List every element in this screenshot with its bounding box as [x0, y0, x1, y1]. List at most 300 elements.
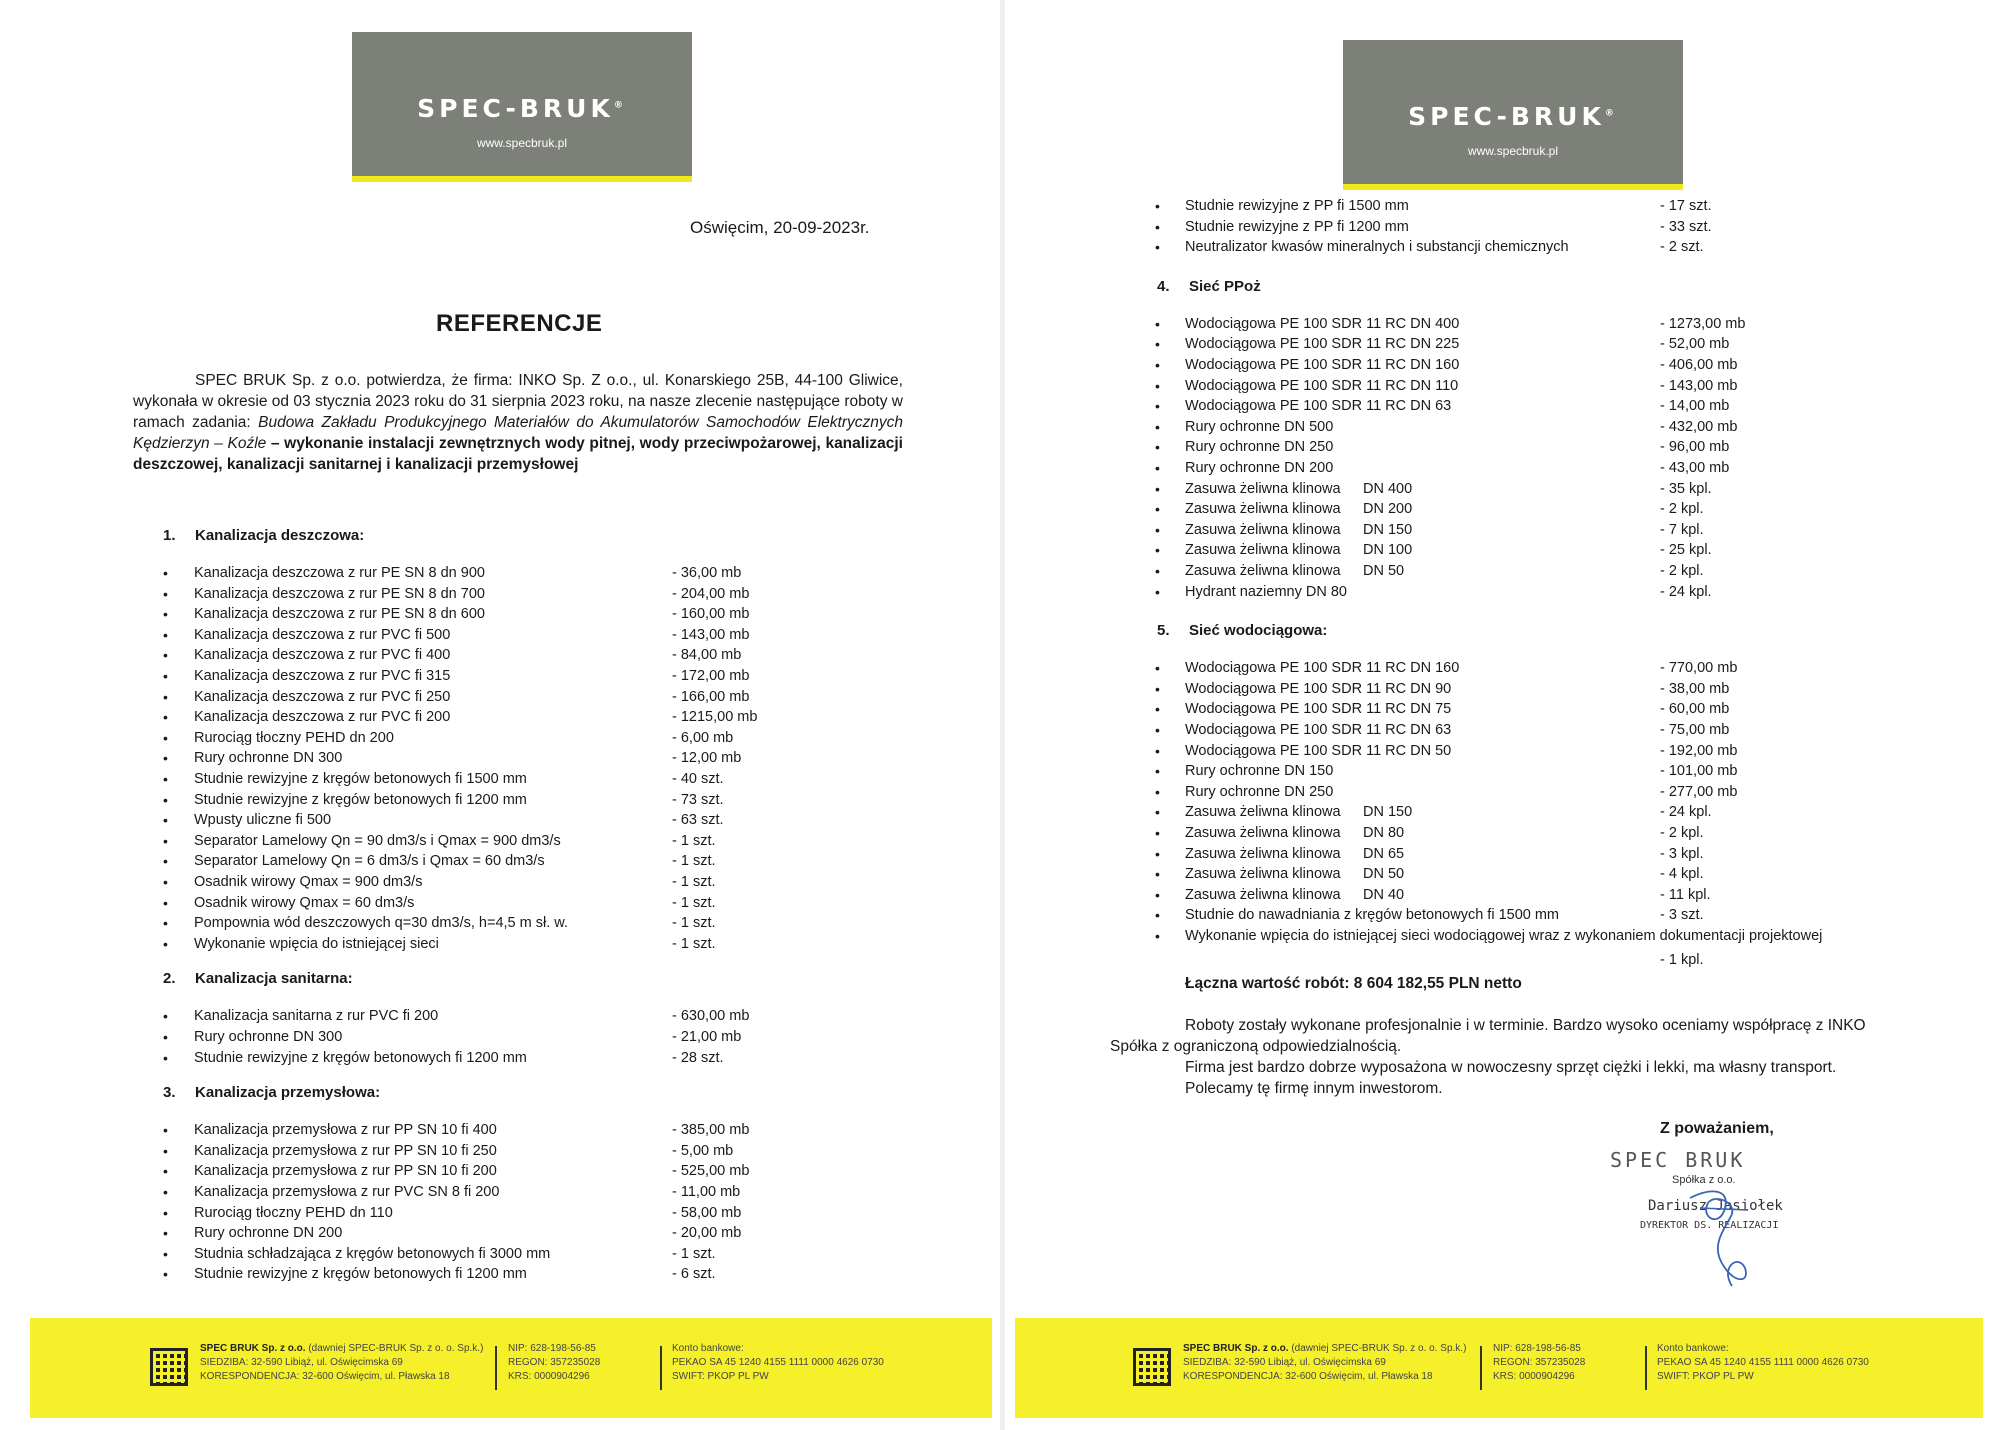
item-label: Wodociągowa PE 100 SDR 11 RC DN 63 — [1185, 398, 1452, 415]
item-diameter: DN 65 — [1363, 845, 1405, 862]
item-quantity: - 166,00 mb — [672, 688, 750, 705]
item-quantity: - 1 szt. — [672, 874, 716, 890]
item-quantity: - 35 kpl. — [1660, 480, 1712, 497]
list-item — [163, 915, 963, 935]
bullet-icon: • — [163, 709, 168, 726]
item-label: Zasuwa żeliwna klinowa — [1185, 886, 1341, 903]
list-item — [163, 606, 963, 626]
item-label: Kanalizacja deszczowa z rur PVC fi 200 — [194, 709, 451, 726]
item-quantity: - 38,00 mb — [1660, 680, 1730, 697]
item-label: Kanalizacja przemysłowa z rur PP SN 10 fi 250 — [194, 1142, 497, 1159]
closing-line-3: Firma jest bardzo dobrze wyposażona w nowoczesny sprzęt ciężki i lekki, ma własny transport. — [1185, 1059, 1837, 1076]
item-label: Rurociąg tłoczny PEHD dn 110 — [194, 1204, 393, 1221]
footer-separator — [495, 1346, 497, 1390]
bullet-icon: • — [163, 606, 168, 623]
item-quantity: - 25 kpl. — [1660, 542, 1712, 559]
section-heading — [163, 970, 353, 987]
list-item — [163, 833, 963, 853]
item-label: Separator Lamelowy Qn = 90 dm3/s i Qmax = 900 dm3/s — [194, 832, 561, 849]
bullet-icon: • — [163, 1142, 168, 1159]
list-item — [1155, 419, 1975, 439]
logo-url: www.specbruk.pl — [476, 136, 568, 150]
item-quantity: - 525,00 mb — [672, 1163, 750, 1180]
item-label: Zasuwa żeliwna klinowa — [1185, 563, 1341, 579]
list-item — [1155, 357, 1975, 377]
company-stamp — [1610, 1148, 1870, 1258]
list-item — [163, 689, 963, 709]
item-quantity: - 60,00 mb — [1660, 701, 1730, 718]
bullet-icon: • — [1155, 377, 1160, 394]
item-quantity: - 20,00 mb — [672, 1225, 742, 1242]
qr-code-icon — [150, 1348, 188, 1386]
list-item — [163, 1029, 963, 1049]
item-quantity: - 7 kpl. — [1660, 521, 1704, 538]
item-label: Wodociągowa PE 100 SDR 11 RC DN 63 — [1185, 722, 1452, 738]
footer-registry: NIP: 628-198-56-85 REGON: 357235028 KRS: 0000904296 — [508, 1343, 601, 1382]
section-number: 1. — [163, 527, 176, 544]
footer-registry: NIP: 628-198-56-85 REGON: 357235028 KRS: 0000904296 — [1493, 1343, 1586, 1382]
item-label: Wykonanie wpięcia do istniejącej sieci — [194, 935, 439, 952]
item-label: Zasuwa żeliwna klinowa — [1185, 804, 1341, 821]
item-quantity: - 385,00 mb — [672, 1122, 750, 1139]
bullet-icon: • — [1155, 701, 1160, 718]
list-item — [1155, 866, 1975, 886]
signature-icon — [1630, 1158, 1790, 1298]
bullet-icon: • — [163, 935, 168, 952]
item-diameter: DN 100 — [1363, 542, 1413, 559]
section-heading — [1157, 278, 1261, 295]
list-item — [1155, 681, 1975, 701]
list-item — [163, 730, 963, 750]
bullet-icon: • — [1155, 480, 1160, 497]
bullet-icon: • — [1155, 583, 1160, 600]
item-quantity: - 2 kpl. — [1660, 825, 1704, 841]
list-item — [1155, 563, 1975, 583]
item-quantity: - 2 kpl. — [1660, 563, 1704, 579]
bullet-icon: • — [1155, 928, 1160, 944]
bullet-icon: • — [1155, 866, 1160, 883]
list-item — [163, 1163, 963, 1183]
item-quantity: - 432,00 mb — [1660, 418, 1738, 435]
logo-name: SPEC-BRUK® — [417, 94, 627, 123]
item-label: Wodociągowa PE 100 SDR 11 RC DN 110 — [1185, 377, 1459, 394]
section-number: 5. — [1157, 622, 1170, 640]
bullet-icon: • — [1155, 722, 1160, 738]
logo-stripe — [1343, 184, 1683, 190]
footer-bar — [30, 1318, 992, 1418]
item-quantity: - 2 szt. — [1660, 239, 1704, 256]
section-number: 2. — [163, 970, 176, 988]
list-item — [163, 1266, 963, 1286]
bullet-icon: • — [1155, 198, 1160, 214]
bullet-icon: • — [163, 1163, 168, 1180]
page-2 — [1005, 0, 2000, 1430]
item-diameter: DN 40 — [1363, 886, 1405, 903]
item-quantity: - 28 szt. — [672, 1049, 724, 1066]
bullet-icon: • — [163, 1122, 168, 1139]
item-quantity: - 1273,00 mb — [1660, 315, 1746, 332]
bullet-icon: • — [1155, 521, 1160, 538]
bullet-icon: • — [163, 1204, 168, 1221]
item-quantity: - 1215,00 mb — [672, 709, 758, 726]
list-item — [1155, 928, 1975, 948]
item-quantity: - 75,00 mb — [1660, 722, 1730, 738]
list-item — [1155, 439, 1975, 459]
bullet-icon: • — [163, 853, 168, 870]
spec-bruk-logo — [1343, 40, 1683, 190]
stamp-company-name: SPEC BRUK — [1610, 1148, 1746, 1172]
list-item — [1155, 846, 1975, 866]
item-label: Studnie rewizyjne z PP fi 1500 mm — [1185, 198, 1409, 214]
item-label: Rury ochronne DN 500 — [1185, 418, 1334, 435]
item-quantity: - 1 szt. — [672, 894, 716, 911]
section-number: 4. — [1157, 277, 1170, 295]
total-value: Łączna wartość robót: 8 604 182,55 PLN netto — [1185, 975, 1522, 992]
footer-separator — [1480, 1346, 1482, 1390]
item-quantity: - 770,00 mb — [1660, 660, 1738, 677]
bullet-icon: • — [163, 915, 168, 932]
bullet-icon: • — [1155, 501, 1160, 518]
item-label: Rury ochronne DN 250 — [1185, 783, 1334, 800]
item-label: Kanalizacja sanitarna z rur PVC fi 200 — [194, 1008, 439, 1025]
list-item — [1155, 887, 1975, 907]
item-quantity: - 6 szt. — [672, 1266, 716, 1283]
list-item — [163, 874, 963, 894]
list-item — [1155, 336, 1975, 356]
item-quantity: - 73 szt. — [672, 791, 724, 808]
item-label: Studnie rewizyjne z kręgów betonowych fi 1200 mm — [194, 1266, 527, 1283]
footer-separator — [1645, 1346, 1647, 1390]
list-item — [1155, 722, 1975, 742]
item-label: Rury ochronne DN 250 — [1185, 439, 1334, 456]
item-quantity: - 14,00 mb — [1660, 398, 1730, 415]
item-diameter: DN 50 — [1363, 563, 1405, 579]
list-item — [1155, 398, 1975, 418]
logo-stripe — [352, 176, 692, 182]
item-label: Kanalizacja przemysłowa z rur PVC SN 8 fi 200 — [194, 1184, 500, 1200]
list-item — [1155, 907, 1975, 927]
list-item — [163, 1143, 963, 1163]
list-item — [1155, 460, 1975, 480]
item-label: Zasuwa żeliwna klinowa — [1185, 542, 1341, 559]
bullet-icon: • — [1155, 315, 1160, 332]
list-item — [163, 668, 963, 688]
item-quantity: - 143,00 mb — [672, 626, 750, 643]
list-item — [163, 709, 963, 729]
item-quantity: - 630,00 mb — [672, 1008, 750, 1025]
item-quantity: - 96,00 mb — [1660, 439, 1730, 456]
item-quantity: - 43,00 mb — [1660, 460, 1730, 476]
item-label: Wodociągowa PE 100 SDR 11 RC DN 75 — [1185, 701, 1452, 718]
intro-paragraph — [133, 370, 903, 475]
item-diameter: DN 200 — [1363, 501, 1413, 518]
item-quantity: - 36,00 mb — [672, 565, 742, 581]
item-label: Rury ochronne DN 300 — [194, 750, 343, 767]
list-item — [1155, 219, 1975, 239]
list-item — [1155, 584, 1975, 604]
list-item — [163, 1225, 963, 1245]
list-item — [163, 565, 963, 585]
footer-bank: Konto bankowe: PEKAO SA 45 1240 4155 1111 0000 4626 0730 SWIFT: PKOP PL PW — [1657, 1343, 1869, 1382]
item-label: Kanalizacja deszczowa z rur PE SN 8 dn 700 — [194, 585, 485, 602]
item-quantity: - 192,00 mb — [1660, 742, 1738, 759]
closing-line-4: Polecamy tę firmę innym inwestorom. — [1185, 1080, 1443, 1097]
item-quantity: - 6,00 mb — [672, 729, 734, 746]
item-label: Kanalizacja przemysłowa z rur PP SN 10 fi 400 — [194, 1122, 497, 1139]
item-quantity: - 1 szt. — [672, 1245, 716, 1262]
stamp-company-form: Spółka z o.o. — [1672, 1174, 1736, 1186]
section-heading — [163, 1084, 380, 1101]
bullet-icon: • — [163, 729, 168, 746]
item-label: Kanalizacja deszczowa z rur PVC fi 500 — [194, 626, 451, 643]
list-item — [1155, 804, 1975, 824]
bullet-icon: • — [1155, 825, 1160, 841]
item-label: Studnie rewizyjne z kręgów betonowych fi 1500 mm — [194, 771, 527, 787]
list-item — [1155, 701, 1975, 721]
bullet-icon: • — [1155, 783, 1160, 800]
last-item-qty: - 1 kpl. — [1660, 952, 1704, 968]
list-item — [163, 627, 963, 647]
item-quantity: - 277,00 mb — [1660, 783, 1738, 800]
list-item — [1155, 542, 1975, 562]
list-item — [163, 853, 963, 873]
section-title: Sieć PPoż — [1189, 277, 1261, 295]
bullet-icon: • — [1155, 886, 1160, 903]
stamp-person: Dariusz Jasiołek — [1648, 1198, 1783, 1214]
item-quantity: - 160,00 mb — [672, 606, 750, 623]
bullet-icon: • — [1155, 542, 1160, 559]
item-quantity: - 63 szt. — [672, 812, 724, 829]
bullet-icon: • — [163, 771, 168, 787]
item-label: Kanalizacja deszczowa z rur PE SN 8 dn 600 — [194, 606, 485, 623]
item-quantity: - 1 szt. — [672, 853, 716, 870]
item-quantity: - 21,00 mb — [672, 1029, 742, 1045]
bullet-icon: • — [163, 791, 168, 808]
list-item — [163, 750, 963, 770]
list-item — [163, 1246, 963, 1266]
bullet-icon: • — [163, 585, 168, 602]
item-label: Studnia schładzająca z kręgów betonowych fi 3000 mm — [194, 1245, 551, 1262]
list-item — [1155, 743, 1975, 763]
item-label: Wykonanie wpięcia do istniejącej sieci wodociągowej wraz z wykonaniem dokumentacji projektowej — [1185, 928, 1823, 944]
list-item — [1155, 825, 1975, 845]
bullet-icon: • — [163, 1049, 168, 1066]
item-label: Kanalizacja deszczowa z rur PVC fi 250 — [194, 688, 451, 705]
list-item — [1155, 239, 1975, 259]
item-label: Neutralizator kwasów mineralnych i substancji chemicznych — [1185, 239, 1569, 256]
footer-bank: Konto bankowe: PEKAO SA 45 1240 4155 1111 0000 4626 0730 SWIFT: PKOP PL PW — [672, 1343, 884, 1382]
bullet-icon: • — [1155, 680, 1160, 697]
bullet-icon: • — [1155, 460, 1160, 476]
item-quantity: - 5,00 mb — [672, 1142, 734, 1159]
section-title: Sieć wodociągowa: — [1189, 622, 1328, 640]
bullet-icon: • — [163, 668, 168, 684]
spec-bruk-logo — [352, 32, 692, 182]
item-label: Wodociągowa PE 100 SDR 11 RC DN 160 — [1185, 357, 1460, 373]
list-item — [1155, 378, 1975, 398]
item-label: Wodociągowa PE 100 SDR 11 RC DN 160 — [1185, 660, 1460, 677]
item-label: Studnie do nawadniania z kręgów betonowych fi 1500 mm — [1185, 907, 1560, 924]
item-quantity: - 52,00 mb — [1660, 336, 1730, 353]
list-item — [163, 647, 963, 667]
section-number: 3. — [163, 1084, 176, 1102]
item-label: Wpusty uliczne fi 500 — [194, 812, 332, 829]
bullet-icon: • — [163, 688, 168, 705]
bullet-icon: • — [1155, 239, 1160, 256]
bullet-icon: • — [1155, 398, 1160, 415]
list-item — [1155, 481, 1975, 501]
item-label: Rury ochronne DN 200 — [194, 1225, 343, 1242]
bullet-icon: • — [1155, 439, 1160, 456]
item-quantity: - 11,00 mb — [672, 1184, 741, 1200]
item-quantity: - 11 kpl. — [1660, 886, 1711, 903]
bullet-icon: • — [1155, 357, 1160, 373]
list-item — [1155, 522, 1975, 542]
item-label: Rurociąg tłoczny PEHD dn 200 — [194, 729, 394, 746]
item-quantity: - 1 szt. — [672, 935, 716, 952]
list-item — [163, 812, 963, 832]
item-label: Wodociągowa PE 100 SDR 11 RC DN 225 — [1185, 336, 1460, 353]
bullet-icon: • — [163, 1245, 168, 1262]
list-item — [163, 586, 963, 606]
list-item — [1155, 660, 1975, 680]
bullet-icon: • — [1155, 660, 1160, 677]
item-label: Zasuwa żeliwna klinowa — [1185, 480, 1341, 497]
document-title: REFERENCJE — [436, 310, 603, 337]
section-title: Kanalizacja sanitarna: — [195, 970, 353, 988]
bullet-icon: • — [1155, 218, 1160, 235]
item-diameter: DN 150 — [1363, 521, 1413, 538]
item-quantity: - 101,00 mb — [1660, 763, 1738, 780]
stamp-role: DYREKTOR DS. REALIZACJI — [1640, 1220, 1779, 1231]
item-diameter: DN 150 — [1363, 804, 1413, 821]
item-quantity: - 1 szt. — [672, 915, 716, 932]
item-label: Rury ochronne DN 150 — [1185, 763, 1334, 780]
qr-code-icon — [1133, 1348, 1171, 1386]
item-label: Hydrant naziemny DN 80 — [1185, 583, 1347, 600]
greeting: Z poważaniem, — [1660, 1120, 1774, 1137]
list-item — [163, 936, 963, 956]
list-item — [1155, 763, 1975, 783]
item-quantity: - 84,00 mb — [672, 647, 742, 664]
bullet-icon: • — [163, 1225, 168, 1242]
closing-line-2: Spółka z ograniczoną odpowiedzialnością. — [1110, 1038, 1402, 1055]
bullet-icon: • — [163, 1184, 168, 1200]
item-quantity: - 143,00 mb — [1660, 377, 1738, 394]
item-label: Kanalizacja przemysłowa z rur PP SN 10 fi 200 — [194, 1163, 497, 1180]
list-item — [163, 895, 963, 915]
list-item — [163, 1205, 963, 1225]
item-quantity: - 17 szt. — [1660, 198, 1712, 214]
list-item — [163, 771, 963, 791]
closing-line-1: Roboty zostały wykonane profesjonalnie i w terminie. Bardzo wysoko oceniamy współpracę z INKO — [1185, 1017, 1866, 1034]
section-title: Kanalizacja przemysłowa: — [195, 1084, 381, 1102]
item-quantity: - 58,00 mb — [672, 1204, 742, 1221]
bullet-icon: • — [1155, 336, 1160, 353]
item-label: Wodociągowa PE 100 SDR 11 RC DN 50 — [1185, 742, 1452, 759]
item-label: Zasuwa żeliwna klinowa — [1185, 866, 1341, 883]
item-diameter: DN 400 — [1363, 480, 1413, 497]
list-item — [163, 1008, 963, 1028]
logo-name: SPEC-BRUK® — [1408, 102, 1618, 131]
bullet-icon: • — [1155, 563, 1160, 579]
section-heading — [1157, 622, 1327, 639]
bullet-icon: • — [1155, 418, 1160, 435]
bullet-icon: • — [1155, 907, 1160, 924]
item-label: Studnie rewizyjne z PP fi 1200 mm — [1185, 218, 1409, 235]
bullet-icon: • — [163, 1008, 168, 1025]
bullet-icon: • — [163, 1029, 168, 1045]
bullet-icon: • — [163, 894, 168, 911]
item-quantity: - 40 szt. — [672, 771, 724, 787]
bullet-icon: • — [1155, 845, 1160, 862]
item-label: Kanalizacja deszczowa z rur PE SN 8 dn 900 — [194, 565, 485, 581]
item-label: Kanalizacja deszczowa z rur PVC fi 400 — [194, 647, 451, 664]
bullet-icon: • — [1155, 763, 1160, 780]
item-label: Zasuwa żeliwna klinowa — [1185, 501, 1341, 518]
item-quantity: - 3 szt. — [1660, 907, 1704, 924]
list-item — [1155, 784, 1975, 804]
footer-company: SPEC BRUK Sp. z o.o. (dawniej SPEC-BRUK Sp. z o. o. Sp.k.) SIEDZIBA: 32-590 Libiąż, ul. Oświęcimska 69 KORESPONDENCJA: 32-600 Oświęcim, ul. Pławska 18 — [1183, 1343, 1467, 1382]
list-item — [163, 1122, 963, 1142]
item-label: Studnie rewizyjne z kręgów betonowych fi 1200 mm — [194, 1049, 527, 1066]
section-heading — [163, 527, 364, 544]
item-label: Wodociągowa PE 100 SDR 11 RC DN 90 — [1185, 680, 1452, 697]
item-label: Zasuwa żeliwna klinowa — [1185, 845, 1341, 862]
bullet-icon: • — [163, 1266, 168, 1283]
item-label: Rury ochronne DN 300 — [194, 1029, 343, 1045]
footer-company: SPEC BRUK Sp. z o.o. (dawniej SPEC-BRUK Sp. z o. o. Sp.k.) SIEDZIBA: 32-590 Libiąż, ul. Oświęcimska 69 KORESPONDENCJA: 32-600 Oświęcim, ul. Pławska 18 — [200, 1343, 484, 1382]
item-label: Rury ochronne DN 200 — [1185, 460, 1334, 476]
footer-bar — [1015, 1318, 1983, 1418]
item-quantity: - 172,00 mb — [672, 668, 750, 684]
document-date: Oświęcim, 20-09-2023r. — [690, 218, 870, 237]
item-quantity: - 406,00 mb — [1660, 357, 1738, 373]
item-quantity: - 1 szt. — [672, 832, 716, 849]
item-label: Zasuwa żeliwna klinowa — [1185, 825, 1341, 841]
list-item — [1155, 501, 1975, 521]
item-label: Studnie rewizyjne z kręgów betonowych fi 1200 mm — [194, 791, 527, 808]
bullet-icon: • — [163, 565, 168, 581]
item-label: Pompownia wód deszczowych q=30 dm3/s, h=4,5 m sł. w. — [194, 915, 568, 932]
bullet-icon: • — [163, 812, 168, 829]
intro-task-name: Budowa Zakładu Produkcyjnego Materiałów do Akumulatorów Samochodów Elektrycznych Kędzierzyn – Koźle — [133, 414, 903, 452]
bullet-icon: • — [163, 874, 168, 890]
item-quantity: - 12,00 mb — [672, 750, 742, 767]
item-diameter: DN 50 — [1363, 866, 1405, 883]
item-quantity: - 2 kpl. — [1660, 501, 1704, 518]
list-item — [163, 1050, 963, 1070]
bullet-icon: • — [163, 832, 168, 849]
bullet-icon: • — [1155, 804, 1160, 821]
list-item — [1155, 316, 1975, 336]
item-quantity: - 24 kpl. — [1660, 583, 1712, 600]
list-item — [163, 1184, 963, 1204]
section-title: Kanalizacja deszczowa: — [195, 527, 365, 544]
item-quantity: - 204,00 mb — [672, 585, 750, 602]
intro-text: SPEC BRUK Sp. z o.o. potwierdza, że firma: INKO Sp. Z o.o., ul. Konarskiego 25B, 44-100 Gliwice, wykonała w okresie od 03 stycznia 2023 roku do 31 sierpnia 2023 roku, na nasze zlecenie następujące roboty w ramach zadania: — [133, 372, 903, 431]
bullet-icon: • — [163, 626, 168, 643]
bullet-icon: • — [163, 750, 168, 767]
item-label: Wodociągowa PE 100 SDR 11 RC DN 400 — [1185, 315, 1460, 332]
item-quantity: - 33 szt. — [1660, 218, 1712, 235]
item-quantity: - 3 kpl. — [1660, 845, 1704, 862]
item-label: Kanalizacja deszczowa z rur PVC fi 315 — [194, 668, 451, 684]
item-label: Separator Lamelowy Qn = 6 dm3/s i Qmax = 60 dm3/s — [194, 853, 545, 870]
item-quantity: - 24 kpl. — [1660, 804, 1712, 821]
footer-separator — [660, 1346, 662, 1390]
logo-url: www.specbruk.pl — [1467, 144, 1559, 158]
